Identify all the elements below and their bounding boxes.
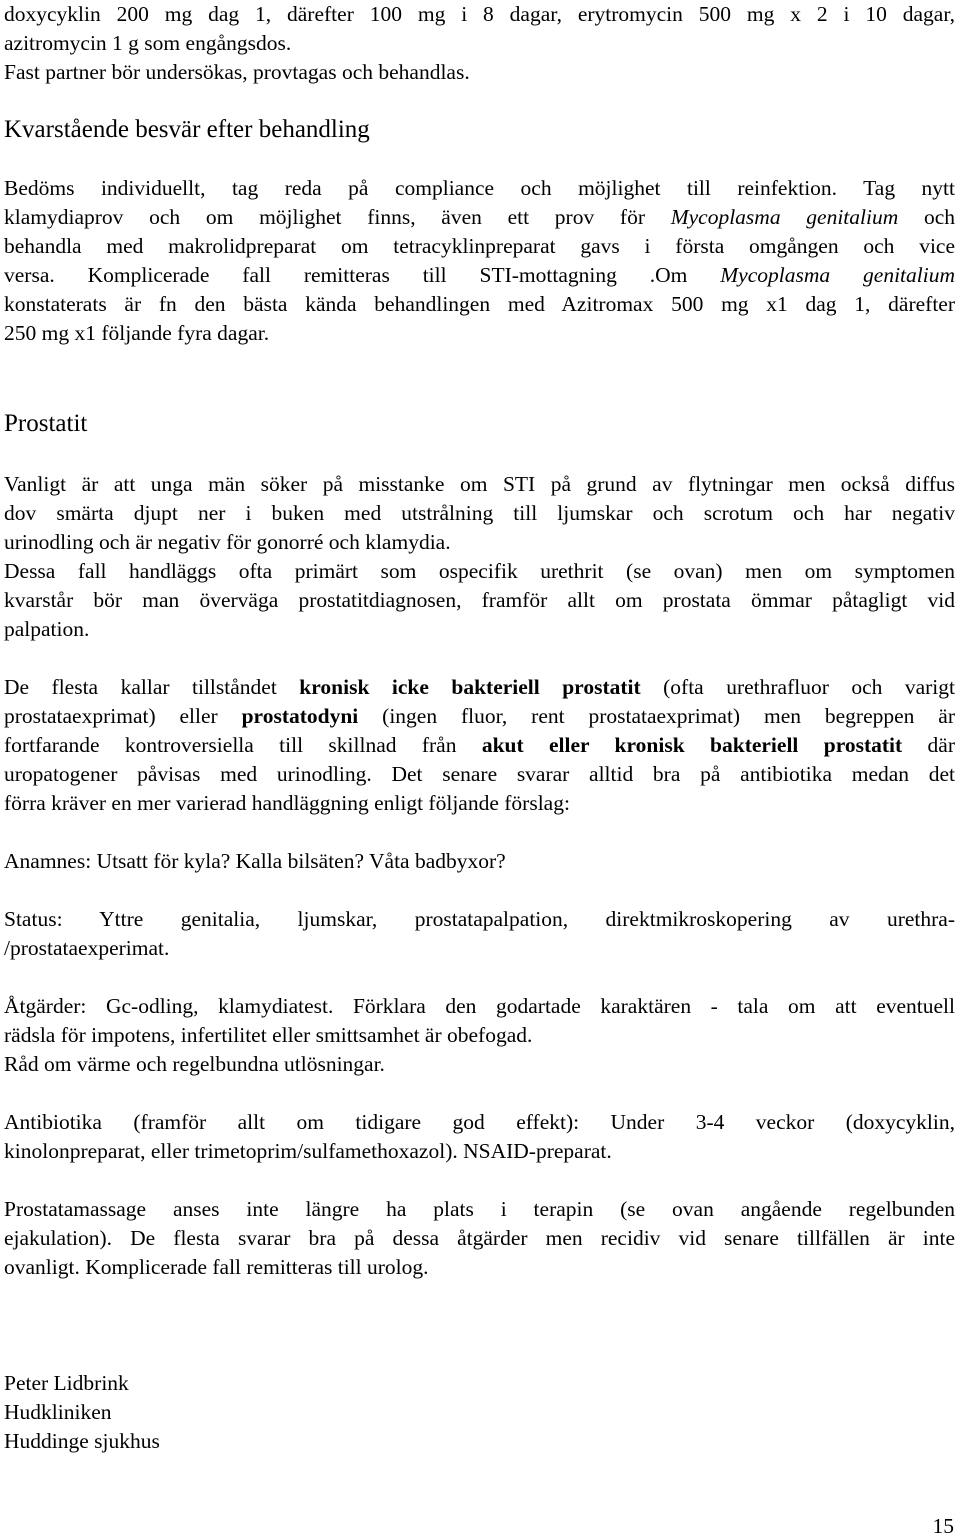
anamnes-line: Anamnes: Utsatt för kyla? Kalla bilsäten? Våta badbyxor? [4, 849, 506, 873]
signature-hospital: Huddinge sjukhus [4, 1429, 160, 1453]
prostatit-p3-line-5: förra kräver en mer varierad handläggning enligt följande förslag: [4, 791, 570, 815]
kvarstaende-line-5: konstaterats är fn den bästa kända behandlingen med Azitromax 500 mg x1 dag 1, därefter [4, 292, 955, 316]
prostatit-p1-line-3: urinodling och är negativ för gonorré och klamydia. [4, 530, 451, 554]
massage-line-2: ejakulation). De flesta svarar bra på dessa åtgärder men recidiv vid senare tillfällen är inte [4, 1226, 955, 1250]
intro-line-3: Fast partner bör undersökas, provtagas och behandlas. [4, 60, 470, 84]
kvarstaende-line-6: 250 mg x1 följande fyra dagar. [4, 321, 270, 345]
organism-name: Mycoplasma genitalium [670, 205, 899, 229]
prostatit-p1-line-2: dov smärta djupt ner i buken med utstrålning till ljumskar och scrotum och har negativ [4, 501, 955, 525]
status-line-2: /prostataexperimat. [4, 936, 170, 960]
kvarstaende-line-4: versa. Komplicerade fall remitteras till STI-mottagning .Om Mycoplasma genitalium [4, 263, 955, 287]
massage-line-3: ovanligt. Komplicerade fall remitteras till urolog. [4, 1255, 429, 1279]
status-line-1: Status: Yttre genitalia, ljumskar, prostatapalpation, direktmikroskopering av urethra- [4, 907, 955, 931]
intro-line-1: doxycyklin 200 mg dag 1, därefter 100 mg i 8 dagar, erytromycin 500 mg x 2 i 10 dagar, [4, 2, 955, 26]
signature-department: Hudkliniken [4, 1400, 112, 1424]
section-heading-kvarstaende: Kvarstående besvär efter behandling [4, 116, 370, 143]
prostatit-p2-line-3: palpation. [4, 617, 90, 641]
kvarstaende-line-1: Bedöms individuellt, tag reda på compliance och möjlighet till reinfektion. Tag nytt [4, 176, 955, 200]
massage-line-1: Prostatamassage anses inte längre ha plats i terapin (se ovan angående regelbunden [4, 1197, 955, 1221]
prostatit-p2-line-1: Dessa fall handläggs ofta primärt som ospecifik urethrit (se ovan) men om symptomen [4, 559, 955, 583]
atgarder-line-1: Åtgärder: Gc-odling, klamydiatest. Förklara den godartade karaktären - tala om att eventuell [4, 994, 955, 1018]
organism-name: Mycoplasma genitalium [720, 263, 955, 287]
bold-term: akut eller kronisk bakteriell prostatit [481, 733, 903, 757]
atgarder-line-3: Råd om värme och regelbundna utlösningar. [4, 1052, 385, 1076]
page-number: 15 [932, 1514, 954, 1538]
antibiotika-line-1: Antibiotika (framför allt om tidigare god effekt): Under 3-4 veckor (doxycyklin, [4, 1110, 955, 1134]
prostatit-p2-line-2: kvarstår bör man överväga prostatitdiagnosen, framför allt om prostata ömmar påtagligt vid [4, 588, 955, 612]
prostatit-p1-line-1: Vanligt är att unga män söker på misstanke om STI på grund av flytningar men också diffus [4, 472, 955, 496]
prostatit-p3-line-3: fortfarande kontroversiella till skillnad från akut eller kronisk bakteriell prostatit där [4, 733, 955, 757]
bold-term: kronisk icke bakteriell prostatit [299, 675, 641, 699]
atgarder-line-2: rädsla för impotens, infertilitet eller smittsamhet är obefogad. [4, 1023, 533, 1047]
prostatit-p3-line-4: uropatogener påvisas med urinodling. Det senare svarar alltid bra på antibiotika medan det [4, 762, 955, 786]
prostatit-p3-line-2: prostataexprimat) eller prostatodyni (ingen fluor, rent prostataexprimat) men begreppen är [4, 704, 955, 728]
kvarstaende-line-3: behandla med makrolidpreparat om tetracyklinpreparat gavs i första omgången och vice [4, 234, 955, 258]
intro-line-2: azitromycin 1 g som engångsdos. [4, 31, 292, 55]
signature-name: Peter Lidbrink [4, 1371, 129, 1395]
section-heading-prostatit: Prostatit [4, 410, 88, 437]
antibiotika-line-2: kinolonpreparat, eller trimetoprim/sulfamethoxazol). NSAID-preparat. [4, 1139, 612, 1163]
prostatit-p3-line-1: De flesta kallar tillståndet kronisk icke bakteriell prostatit (ofta urethrafluor och varigt [4, 675, 956, 699]
bold-term: prostatodyni [241, 704, 359, 728]
kvarstaende-line-2: klamydiaprov och om möjlighet finns, även ett prov för Mycoplasma genitalium och [4, 205, 956, 229]
